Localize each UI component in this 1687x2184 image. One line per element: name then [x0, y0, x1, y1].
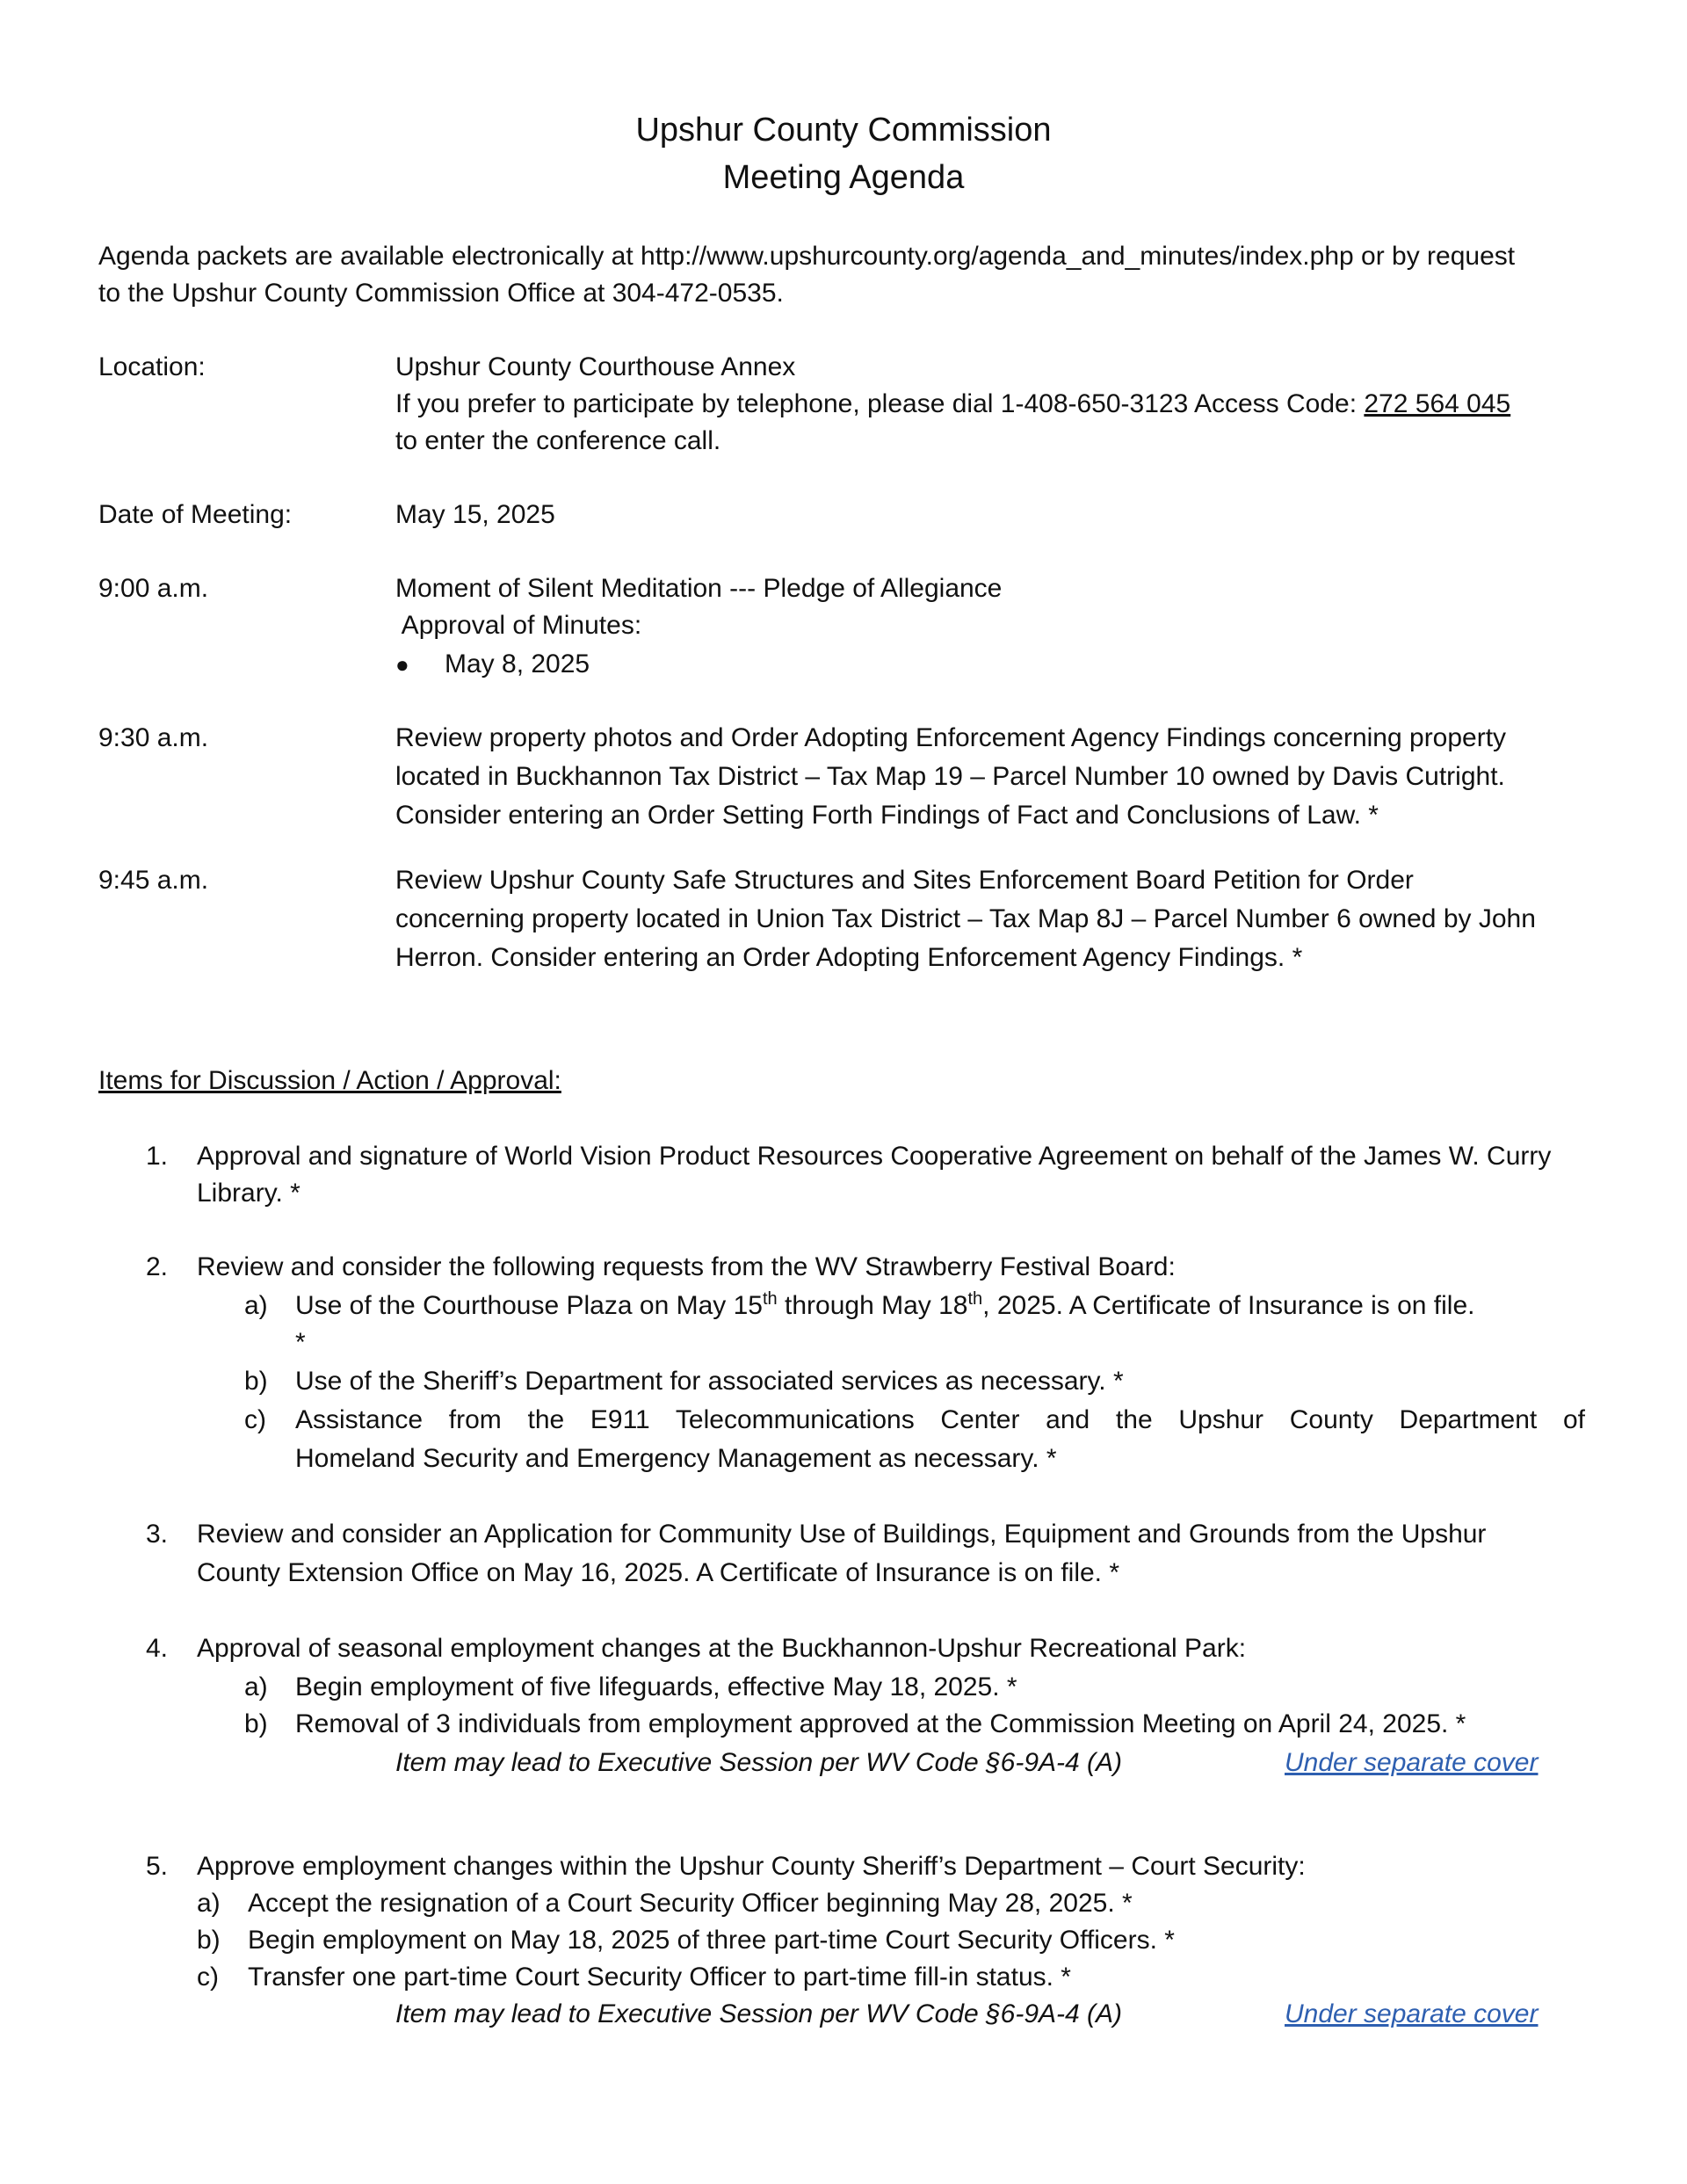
item-2a-text: through May 18: [777, 1291, 968, 1320]
intro-line-1: Agenda packets are available electronically at http://www.upshurcounty.org/agenda_and_minutes/index.php or by request: [98, 242, 1516, 271]
phone-instructions: If you prefer to participate by telephone, please dial 1-408-650-3123 Access Code:: [395, 389, 1365, 418]
minutes-date: May 8, 2025: [445, 649, 590, 678]
ordinal-suffix: th: [762, 1289, 778, 1309]
sub-item-label: b): [244, 1709, 268, 1738]
schedule-time: 9:45 a.m.: [98, 866, 209, 895]
item-2b-text: Use of the Sheriff’s Department for associated services as necessary. *: [295, 1367, 1124, 1396]
schedule-line: Herron. Consider entering an Order Adopting Enforcement Agency Findings. *: [395, 943, 1303, 972]
item-3-line-1: Review and consider an Application for Community Use of Buildings, Equipment and Grounds from the Upshur: [197, 1520, 1487, 1549]
intro-line-2: to the Upshur County Commission Office at 304-472-0535.: [98, 279, 784, 308]
schedule-line: located in Buckhannon Tax District – Tax Map 19 – Parcel Number 10 owned by Davis Cutright.: [395, 762, 1505, 791]
document-title: Upshur County Commission: [635, 112, 1052, 149]
item-number: 1.: [146, 1142, 169, 1171]
under-separate-cover-link[interactable]: Under separate cover: [1285, 1999, 1539, 2028]
executive-session-note: Item may lead to Executive Session per WV Code §6-9A-4 (A): [395, 1748, 1123, 1777]
item-number: 5.: [146, 1852, 169, 1881]
item-2c-line-2: Homeland Security and Emergency Management as necessary. *: [295, 1444, 1057, 1473]
item-1-line-2: Library. *: [197, 1179, 300, 1208]
bullet-icon: ●: [395, 651, 409, 678]
minutes-bullet-item: [395, 645, 1583, 684]
sub-item-label: a): [244, 1291, 268, 1320]
sub-item-label: b): [244, 1367, 268, 1396]
item-5c-text: Transfer one part-time Court Security Officer to part-time fill-in status. *: [248, 1963, 1071, 1992]
schedule-line: Approval of Minutes:: [395, 611, 642, 640]
item-2a-line-1: [295, 1287, 1585, 1325]
access-code: 272 564 045: [1364, 389, 1511, 418]
location-line-3: to enter the conference call.: [395, 426, 721, 455]
schedule-line: Moment of Silent Meditation --- Pledge of Allegiance: [395, 574, 1003, 603]
schedule-line: Review property photos and Order Adopting Enforcement Agency Findings concerning property: [395, 723, 1507, 752]
item-2a-text: , 2025. A Certificate of Insurance is on file.: [982, 1291, 1475, 1320]
sub-item-label: c): [197, 1963, 219, 1992]
schedule-time: 9:00 a.m.: [98, 574, 209, 603]
item-number: 4.: [146, 1634, 169, 1663]
date-value: May 15, 2025: [395, 500, 555, 529]
sub-item-label: b): [197, 1926, 221, 1955]
item-5a-text: Accept the resignation of a Court Security Officer beginning May 28, 2025. *: [248, 1889, 1133, 1918]
item-2a-line-2: *: [295, 1328, 306, 1357]
items-heading: Items for Discussion / Action / Approval:: [98, 1066, 561, 1095]
item-2a-text: Use of the Courthouse Plaza on May 15: [295, 1291, 763, 1320]
item-number: 3.: [146, 1520, 169, 1549]
sub-item-label: c): [244, 1405, 266, 1434]
item-4b-text: Removal of 3 individuals from employment approved at the Commission Meeting on April 24, 2025. *: [295, 1709, 1466, 1738]
sub-item-label: a): [197, 1889, 221, 1918]
schedule-time: 9:30 a.m.: [98, 723, 209, 752]
schedule-line: Consider entering an Order Setting Forth Findings of Fact and Conclusions of Law. *: [395, 801, 1379, 830]
item-number: 2.: [146, 1252, 169, 1281]
ordinal-suffix: th: [967, 1289, 983, 1309]
document-subtitle: Meeting Agenda: [722, 159, 965, 196]
item-4-line-1: Approval of seasonal employment changes at the Buckhannon-Upshur Recreational Park:: [197, 1634, 1247, 1663]
date-label: Date of Meeting:: [98, 500, 293, 529]
item-2c-line-1: Assistance from the E911 Telecommunications Center and the Upshur County Department of: [295, 1405, 1585, 1434]
schedule-line: Review Upshur County Safe Structures and Sites Enforcement Board Petition for Order: [395, 866, 1414, 895]
item-2-line-1: Review and consider the following requests from the WV Strawberry Festival Board:: [197, 1252, 1176, 1281]
sub-item-label: a): [244, 1672, 268, 1701]
location-label: Location:: [98, 352, 206, 381]
item-1-line-1: Approval and signature of World Vision Product Resources Cooperative Agreement on behalf of the James W. Curry: [197, 1142, 1552, 1171]
item-5-line-1: Approve employment changes within the Upshur County Sheriff’s Department – Court Security:: [197, 1852, 1306, 1881]
executive-session-note: Item may lead to Executive Session per WV Code §6-9A-4 (A): [395, 1999, 1123, 2028]
location-line-2: [395, 385, 1583, 424]
location-line-1: Upshur County Courthouse Annex: [395, 352, 796, 381]
under-separate-cover-link[interactable]: Under separate cover: [1285, 1748, 1539, 1777]
item-5b-text: Begin employment on May 18, 2025 of three part-time Court Security Officers. *: [248, 1926, 1175, 1955]
item-4a-text: Begin employment of five lifeguards, effective May 18, 2025. *: [295, 1672, 1017, 1701]
schedule-line: concerning property located in Union Tax District – Tax Map 8J – Parcel Number 6 owned by John: [395, 904, 1536, 933]
item-3-line-2: County Extension Office on May 16, 2025. A Certificate of Insurance is on file. *: [197, 1558, 1120, 1587]
